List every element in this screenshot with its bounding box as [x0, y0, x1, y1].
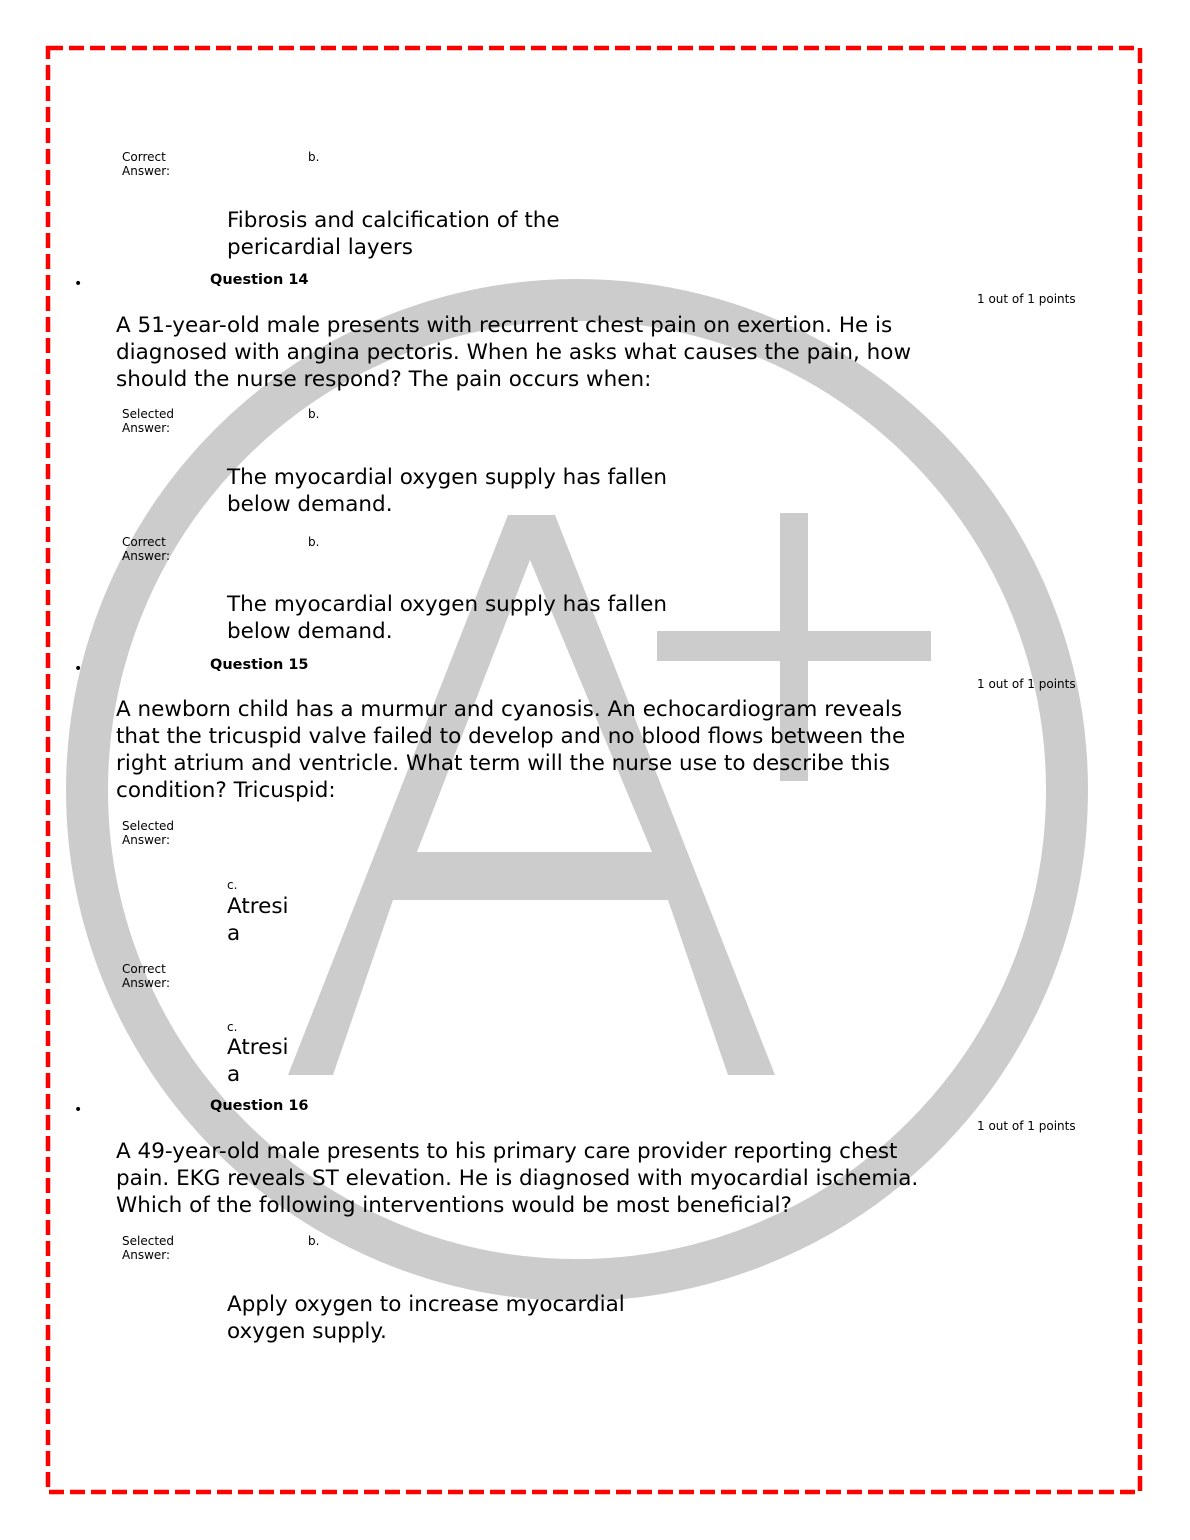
line: Atresi: [227, 894, 289, 919]
line: condition? Tricuspid:: [116, 778, 336, 803]
selected-answer-label: [122, 819, 174, 847]
selected-answer-label: [122, 407, 174, 435]
points-badge: 1 out of 1 points: [977, 292, 1076, 306]
correct-answer-label: [122, 150, 170, 178]
line: The myocardial oxygen supply has fallen: [227, 465, 668, 490]
line: oxygen supply.: [227, 1319, 387, 1344]
line: A newborn child has a murmur and cyanosis. An echocardiogram reveals: [116, 697, 903, 722]
label-line: Answer:: [122, 976, 171, 990]
label-line: Answer:: [122, 1248, 171, 1262]
question-title: Question 16: [210, 1098, 309, 1114]
selected-answer-text: [227, 893, 289, 947]
line: Fibrosis and calcification of the: [227, 208, 560, 233]
label-line: Correct: [122, 962, 166, 976]
line: a: [227, 921, 241, 946]
bullet: •: [74, 661, 83, 677]
line: A 49-year-old male presents to his primary care provider reporting chest: [116, 1139, 898, 1164]
label-line: Correct: [122, 150, 166, 164]
line: below demand.: [227, 492, 393, 517]
correct-answer-label: [122, 535, 170, 563]
answer-letter: b.: [308, 150, 320, 164]
label-line: Correct: [122, 535, 166, 549]
line: diagnosed with angina pectoris. When he asks what causes the pain, how: [116, 340, 912, 365]
answer-letter: c.: [227, 878, 238, 892]
line: below demand.: [227, 619, 393, 644]
label-line: Selected: [122, 819, 175, 833]
correct-answer-text: [227, 591, 667, 645]
question-title: Question 14: [210, 272, 309, 288]
selected-answer-text: [227, 1291, 625, 1345]
label-line: Answer:: [122, 833, 171, 847]
label-line: Answer:: [122, 164, 171, 178]
line: Which of the following interventions would be most beneficial?: [116, 1193, 792, 1218]
correct-answer-label: [122, 962, 170, 990]
line: right atrium and ventricle. What term will the nurse use to describe this: [116, 751, 890, 776]
label-line: Answer:: [122, 549, 171, 563]
correct-answer-text: [227, 207, 560, 261]
answer-letter: c.: [227, 1020, 238, 1034]
answer-letter: b.: [308, 407, 320, 421]
line: that the tricuspid valve failed to develop and no blood flows between the: [116, 724, 906, 749]
line: Atresi: [227, 1035, 289, 1060]
answer-letter: b.: [308, 1234, 320, 1248]
label-line: Answer:: [122, 421, 171, 435]
points-badge: 1 out of 1 points: [977, 677, 1076, 691]
line: should the nurse respond? The pain occurs when:: [116, 367, 652, 392]
question-text: [116, 312, 911, 393]
question-text: [116, 696, 905, 804]
points-badge: 1 out of 1 points: [977, 1119, 1076, 1133]
question-title: Question 15: [210, 657, 309, 673]
selected-answer-label: [122, 1234, 174, 1262]
line: The myocardial oxygen supply has fallen: [227, 592, 668, 617]
correct-answer-text: [227, 1034, 289, 1088]
line: A 51-year-old male presents with recurrent chest pain on exertion. He is: [116, 313, 893, 338]
line: Apply oxygen to increase myocardial: [227, 1292, 625, 1317]
selected-answer-text: [227, 464, 667, 518]
question-text: [116, 1138, 918, 1219]
label-line: Selected: [122, 1234, 175, 1248]
bullet: •: [74, 276, 83, 292]
line: pericardial layers: [227, 235, 413, 260]
line: a: [227, 1062, 241, 1087]
line: pain. EKG reveals ST elevation. He is diagnosed with myocardial ischemia.: [116, 1166, 919, 1191]
bullet: •: [74, 1102, 83, 1118]
label-line: Selected: [122, 407, 175, 421]
answer-letter: b.: [308, 535, 320, 549]
